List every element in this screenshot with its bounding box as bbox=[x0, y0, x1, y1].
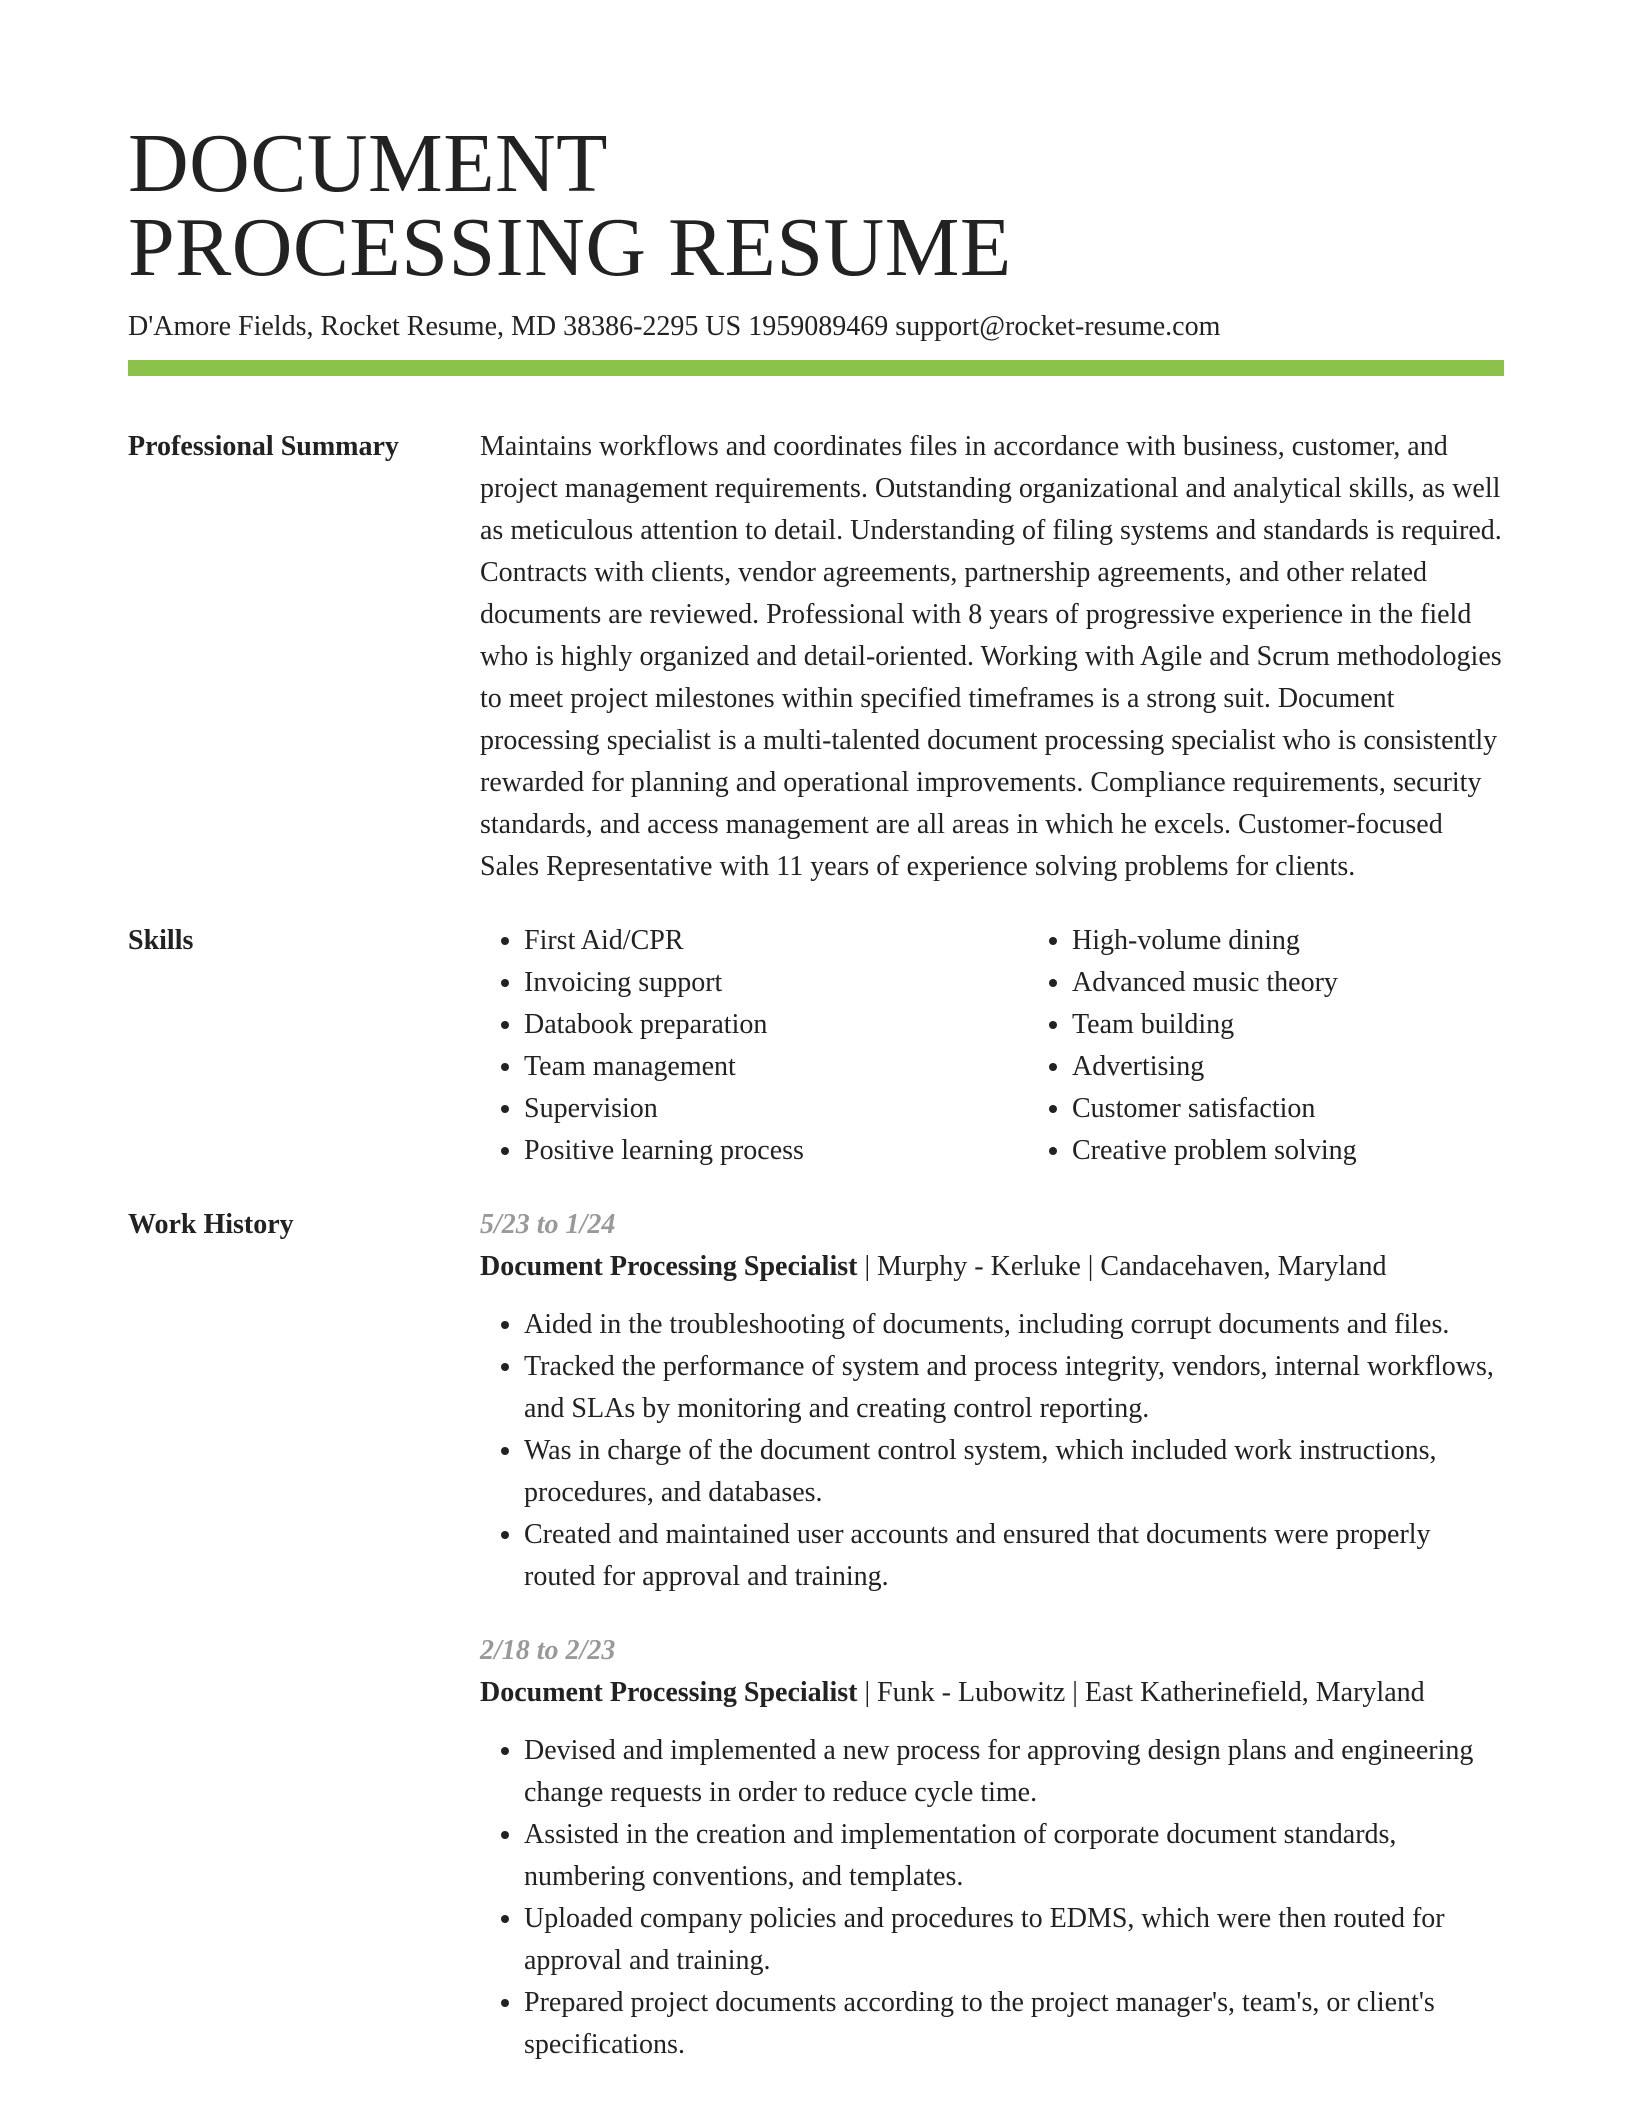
skill-item: • Databook preparation bbox=[524, 1004, 1028, 1046]
skill-item: • High-volume dining bbox=[1072, 920, 1576, 962]
job-title: Document Processing Specialist bbox=[480, 1251, 858, 1282]
summary-body bbox=[480, 426, 1504, 888]
job-entry bbox=[480, 1630, 1504, 2066]
skill-item: • Team building bbox=[1072, 1004, 1576, 1046]
skill-item: • Customer satisfaction bbox=[1072, 1088, 1576, 1130]
skills-label: Skills bbox=[128, 925, 194, 956]
skill-item: • Invoicing support bbox=[524, 962, 1028, 1004]
skill-item: • Creative problem solving bbox=[1072, 1130, 1576, 1172]
job-entry bbox=[480, 1204, 1504, 1598]
skill-item: • Advertising bbox=[1072, 1046, 1576, 1088]
job-company-location: | Funk - Lubowitz | East Katherinefield, Maryland bbox=[857, 1677, 1425, 1708]
contact-info: D'Amore Fields, Rocket Resume, MD 38386-2295 US 1959089469 support@rocket-resume.com bbox=[128, 311, 1221, 342]
skill-item: • Advanced music theory bbox=[1072, 962, 1576, 1004]
resume-page bbox=[128, 117, 1504, 2098]
skill-item: • Positive learning process bbox=[524, 1130, 1028, 1172]
skills-column-2 bbox=[1028, 920, 1576, 1172]
job-bullet: • Prepared project documents according to the project manager's, team's, or client's specifications. bbox=[524, 1982, 1504, 2066]
skill-item: • Supervision bbox=[524, 1088, 1028, 1130]
job-bullet: • Created and maintained user accounts and ensured that documents were properly routed for approval and training. bbox=[524, 1514, 1504, 1598]
summary-text: Maintains workflows and coordinates files in accordance with business, customer, and project management requirements. Outstanding organizational and analytical skills, as well as meticulous attention to detail. Understanding of filing systems and standards is required. Contracts with clients, vendor agreements, partnership agreements, and other related documents are reviewed. Professional with 8 years of progressive experience in the field who is highly organized and detail-oriented. Working with Agile and Scrum methodologies to meet project milestones within specified timeframes is a strong suit. Document processing specialist is a multi-talented document processing specialist who is consistently rewarded for planning and operational improvements. Compliance requirements, security standards, and access management are all areas in which he excels. Customer-focused Sales Representative with 11 years of experience solving problems for clients. bbox=[480, 431, 1502, 882]
work-history-section bbox=[128, 1204, 1504, 2098]
job-heading bbox=[480, 1672, 1504, 1714]
skill-item: • Team management bbox=[524, 1046, 1028, 1088]
job-bullets bbox=[480, 1304, 1504, 1598]
job-bullet: • Uploaded company policies and procedures to EDMS, which were then routed for approval and training. bbox=[524, 1898, 1504, 1982]
job-bullet: • Assisted in the creation and implementation of corporate document standards, numbering conventions, and templates. bbox=[524, 1814, 1504, 1898]
summary-label: Professional Summary bbox=[128, 431, 399, 462]
job-bullets bbox=[480, 1730, 1504, 2066]
job-bullet: • Devised and implemented a new process for approving design plans and engineering change requests in order to reduce cycle time. bbox=[524, 1730, 1504, 1814]
skills-body bbox=[480, 920, 1576, 1172]
skill-item: • First Aid/CPR bbox=[524, 920, 1028, 962]
job-dates: 5/23 to 1/24 bbox=[480, 1209, 616, 1240]
work-history-label: Work History bbox=[128, 1209, 294, 1240]
job-dates: 2/18 to 2/23 bbox=[480, 1635, 616, 1666]
work-history-body bbox=[480, 1204, 1504, 2098]
title-line-1: DOCUMENT bbox=[128, 117, 608, 210]
header-divider bbox=[128, 360, 1504, 376]
skills-columns bbox=[480, 920, 1576, 1172]
summary-section bbox=[128, 426, 1504, 888]
resume-title bbox=[128, 117, 1504, 294]
title-line-2: PROCESSING RESUME bbox=[128, 201, 1012, 294]
job-bullet: • Aided in the troubleshooting of documents, including corrupt documents and files. bbox=[524, 1304, 1504, 1346]
job-bullet: • Was in charge of the document control system, which included work instructions, procedures, and databases. bbox=[524, 1430, 1504, 1514]
skills-section bbox=[128, 920, 1504, 1172]
job-bullet: • Tracked the performance of system and process integrity, vendors, internal workflows, and SLAs by monitoring and creating control reporting. bbox=[524, 1346, 1504, 1430]
job-company-location: | Murphy - Kerluke | Candacehaven, Maryland bbox=[857, 1251, 1387, 1282]
job-heading bbox=[480, 1246, 1504, 1288]
job-title: Document Processing Specialist bbox=[480, 1677, 858, 1708]
skills-column-1 bbox=[480, 920, 1028, 1172]
